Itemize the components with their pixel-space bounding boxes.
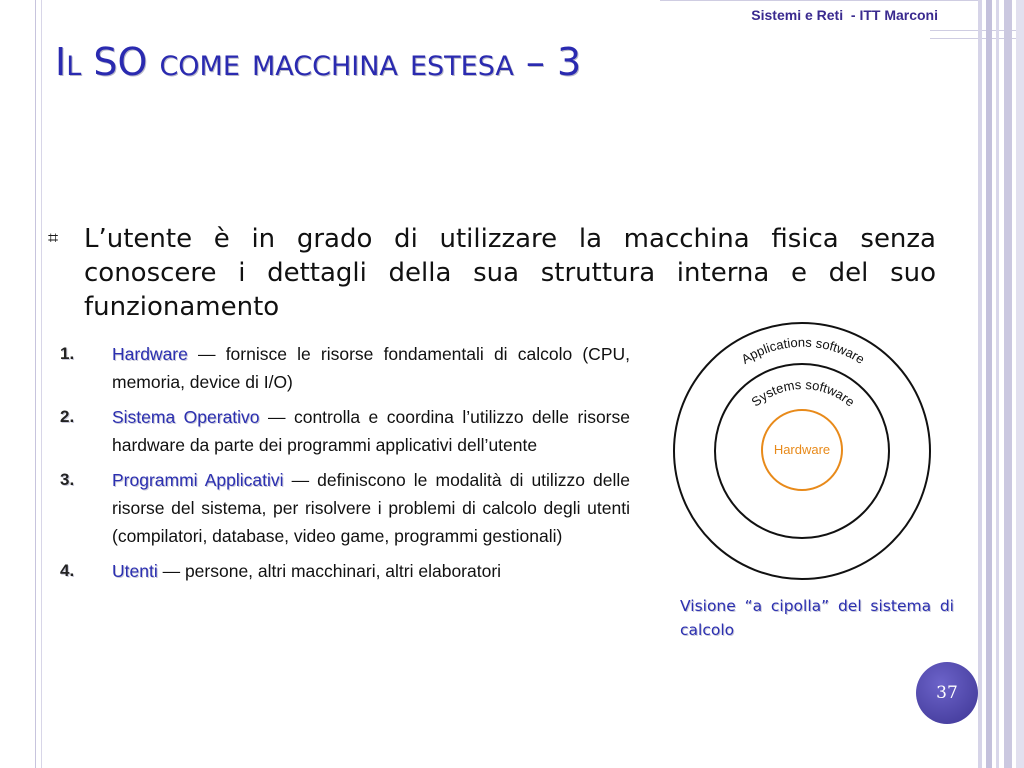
list-number: 2. xyxy=(60,407,75,426)
page-number-badge: 37 xyxy=(916,662,978,724)
bullet-text: L’utente è in grado di utilizzare la macchina fisica senza conoscere i dettagli della sua struttura interna e del suo funzionamento xyxy=(84,224,936,322)
main-bullet xyxy=(46,222,936,324)
frame-line-left-inner xyxy=(41,0,42,768)
frame-bar-right-5 xyxy=(1016,0,1024,768)
list-desc: — controlla e coordina l’utilizzo delle risorse hardware da parte dei programmi applicativi dell’utente xyxy=(112,407,630,455)
outer-ring-label: Applications software xyxy=(738,334,868,367)
list-term: Programmi Applicativi xyxy=(112,470,284,490)
onion-diagram xyxy=(668,318,938,584)
middle-ring-label: Systems software xyxy=(748,377,858,410)
list-number: 3. xyxy=(60,470,75,489)
list-desc: — definiscono le modalità di utilizzo delle risorse del sistema, per risolvere i problemi di calcolo degli utenti (compilatori, database, video game, programmi gestionali) xyxy=(112,470,631,546)
list-item xyxy=(60,557,630,585)
list-term: Sistema Operativo xyxy=(112,407,260,427)
frame-bar-right-2 xyxy=(986,0,992,768)
list-term: Hardware xyxy=(112,344,188,364)
list-text xyxy=(112,340,630,396)
list-item xyxy=(60,466,630,550)
list-desc: — persone, altri macchinari, altri elaboratori xyxy=(157,561,502,581)
list-text xyxy=(112,403,630,459)
frame-line-left xyxy=(35,0,36,768)
frame-bar-right-3 xyxy=(996,0,999,768)
diagram-caption: Visione “a cipolla” del sistema di calcolo xyxy=(680,597,954,639)
list-text xyxy=(112,466,630,550)
numbered-list xyxy=(60,340,630,592)
list-term: Utenti xyxy=(112,561,158,581)
slide-title: Il SO come macchina estesa – 3 xyxy=(55,40,582,84)
inner-ring-label: Hardware xyxy=(773,442,831,457)
frame-bar-right-1 xyxy=(978,0,982,768)
list-item xyxy=(60,403,630,459)
list-desc: — fornisce le risorse fondamentali di calcolo (CPU, memoria, device di I/O) xyxy=(112,344,630,392)
frame-line-top xyxy=(660,0,980,1)
list-item xyxy=(60,340,630,396)
header-course: Sistemi e Reti - ITT Marconi xyxy=(751,7,938,23)
square-bullet-icon: ⌗ xyxy=(48,228,59,248)
list-number: 4. xyxy=(60,561,75,580)
list-number: 1. xyxy=(60,344,75,363)
list-text xyxy=(112,557,630,585)
frame-bar-right-4 xyxy=(1004,0,1012,768)
